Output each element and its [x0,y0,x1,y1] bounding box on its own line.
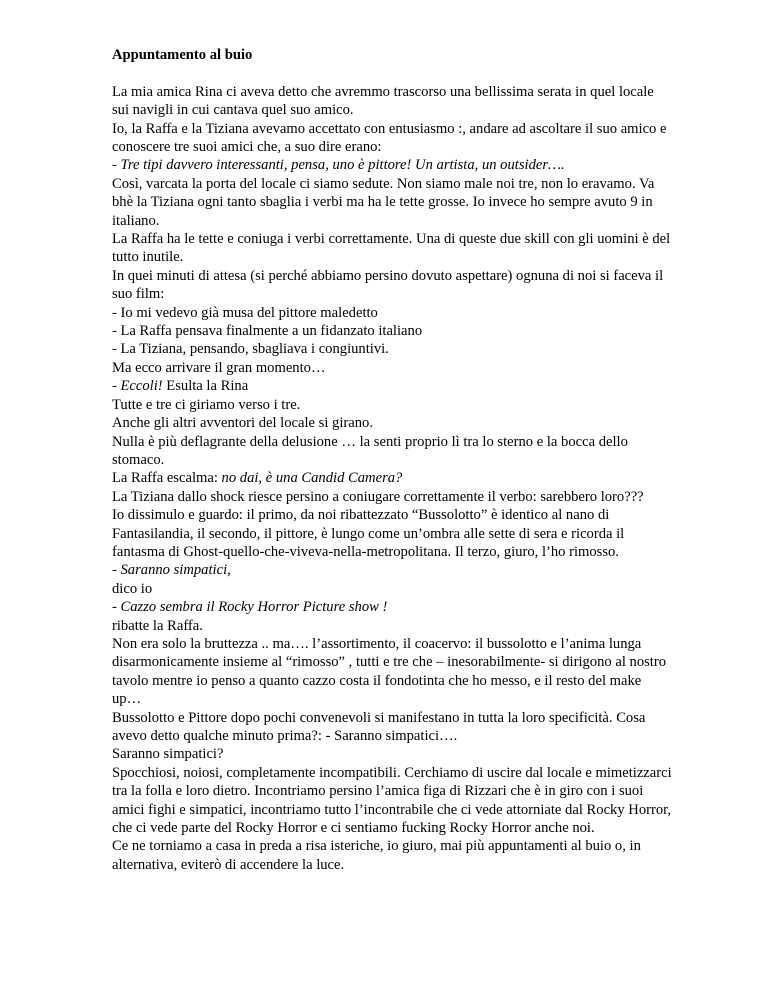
text-run: ribatte la Raffa. [112,617,203,634]
paragraph [112,340,672,358]
paragraph [112,120,672,157]
text-run: Ma ecco arrivare il gran momento… [112,359,326,376]
paragraph [112,488,672,506]
text-run: Spocchiosi, noiosi, completamente incompatibili. Cerchiamo di uscire dal locale e mimetizzarci tra la folla e loro dietro. Incontriamo persino l’amica figa di Rizzari che è in giro con i suoi amici fighi e simpatici, incontriamo tutto l’incontrabile che ci vede attorniate dal Rocky Horror, che ci vede parte del Rocky Horror e ci sentiamo fucking Rocky Horror anche noi. [112,764,672,837]
document-title: Appuntamento al buio [112,47,253,63]
paragraph [112,304,672,322]
text-run: Io dissimulo e guardo: il primo, da noi ribattezzato “Bussolotto” è identico al nano di Fantasilandia, il secondo, il pittore, è lungo come un’ombra alle sette di sera e ricorda il fantasma di Ghost-quello-che-viveva-nella-metropolitana. Il terzo, giuro, l’ho rimosso. [112,507,625,560]
text-run: Bussolotto e Pittore dopo pochi convenevoli si manifestano in tutta la loro specificità. Cosa avevo detto qualche minuto prima?: - Saranno simpatici…. [112,709,646,745]
text-run: - La Tiziana, pensando, sbagliava i congiuntivi. [112,341,389,358]
paragraph [112,580,672,598]
italic-text-run: - Cazzo sembra il Rocky Horror Picture show ! [112,599,388,616]
text-run: Tutte e tre ci giriamo verso i tre. [112,396,301,413]
paragraph [112,469,672,487]
paragraph [112,396,672,414]
text-run: - Io mi vedevo già musa del pittore maledetto [112,304,378,321]
text-run: Non era solo la bruttezza .. ma…. l’assortimento, il coacervo: il bussolotto e l’anima lunga disarmonicamente insieme al “rimosso” , tutti e tre che – inesorabilmente- si dirigono al nostro tavolo mentre io penso a quanto cazzo costa il fondotinta che ho messo, e il resto del make up… [112,635,667,708]
paragraph [112,617,672,635]
paragraph [112,175,672,230]
paragraph [112,598,672,616]
paragraph [112,156,672,174]
paragraph [112,83,672,120]
italic-text-run: - Saranno simpatici, [112,562,231,579]
text-run: In quei minuti di attesa (si perché abbiamo persino dovuto aspettare) ognuna di noi si faceva il suo film: [112,267,664,303]
paragraph [112,745,672,763]
italic-text-run: no dai, è una Candid Camera? [221,470,403,487]
paragraph [112,506,672,561]
text-run: La Tiziana dallo shock riesce persino a coniugare correttamente il verbo: sarebbero loro??? [112,488,644,505]
paragraph [112,561,672,579]
document-body [112,83,672,874]
paragraph [112,837,672,874]
text-run: Io, la Raffa e la Tiziana avevamo accettato con entusiasmo :, andare ad ascoltare il suo amico e conoscere tre suoi amici che, a suo dire erano: [112,120,667,156]
paragraph [112,764,672,838]
paragraph [112,359,672,377]
paragraph [112,377,672,395]
text-run: La mia amica Rina ci aveva detto che avremmo trascorso una bellissima serata in quel locale sui navigli in cui cantava quel suo amico. [112,83,654,119]
paragraph [112,635,672,709]
text-run: - La Raffa pensava finalmente a un fidanzato italiano [112,323,423,340]
text-run: dico io [112,580,153,597]
text-run: Così, varcata la porta del locale ci siamo sedute. Non siamo male noi tre, non lo eravamo. Va bhè la Tiziana ogni tanto sbaglia i verbi ma ha le tette grosse. Io invece ho sempre avuto 9 in italiano. [112,175,655,229]
text-run: - [112,378,121,395]
paragraph [112,709,672,746]
italic-text-run: Eccoli! [120,378,163,395]
paragraph [112,433,672,470]
text-run: La Raffa ha le tette e coniuga i verbi correttamente. Una di queste due skill con gli uomini è del tutto inutile. [112,231,671,266]
paragraph [112,414,672,432]
text-run: La Raffa escalma: [112,470,222,487]
text-run: Ce ne torniamo a casa in preda a risa isteriche, io giuro, mai più appuntamenti al buio o, in alternativa, eviterò di accendere la luce. [112,838,641,873]
text-run: Nulla è più deflagrante della delusione … la senti proprio lì tra lo sterno e la bocca dello stomaco. [112,433,628,468]
paragraph [112,230,672,267]
text-run: Anche gli altri avventori del locale si girano. [112,415,373,432]
text-run: Saranno simpatici? [112,746,224,763]
paragraph [112,322,672,340]
italic-text-run: - Tre tipi davvero interessanti, pensa, uno è pittore! Un artista, un outsider…. [112,157,565,174]
text-run: Esulta la Rina [162,378,249,395]
document-page [112,46,672,874]
paragraph [112,267,672,304]
